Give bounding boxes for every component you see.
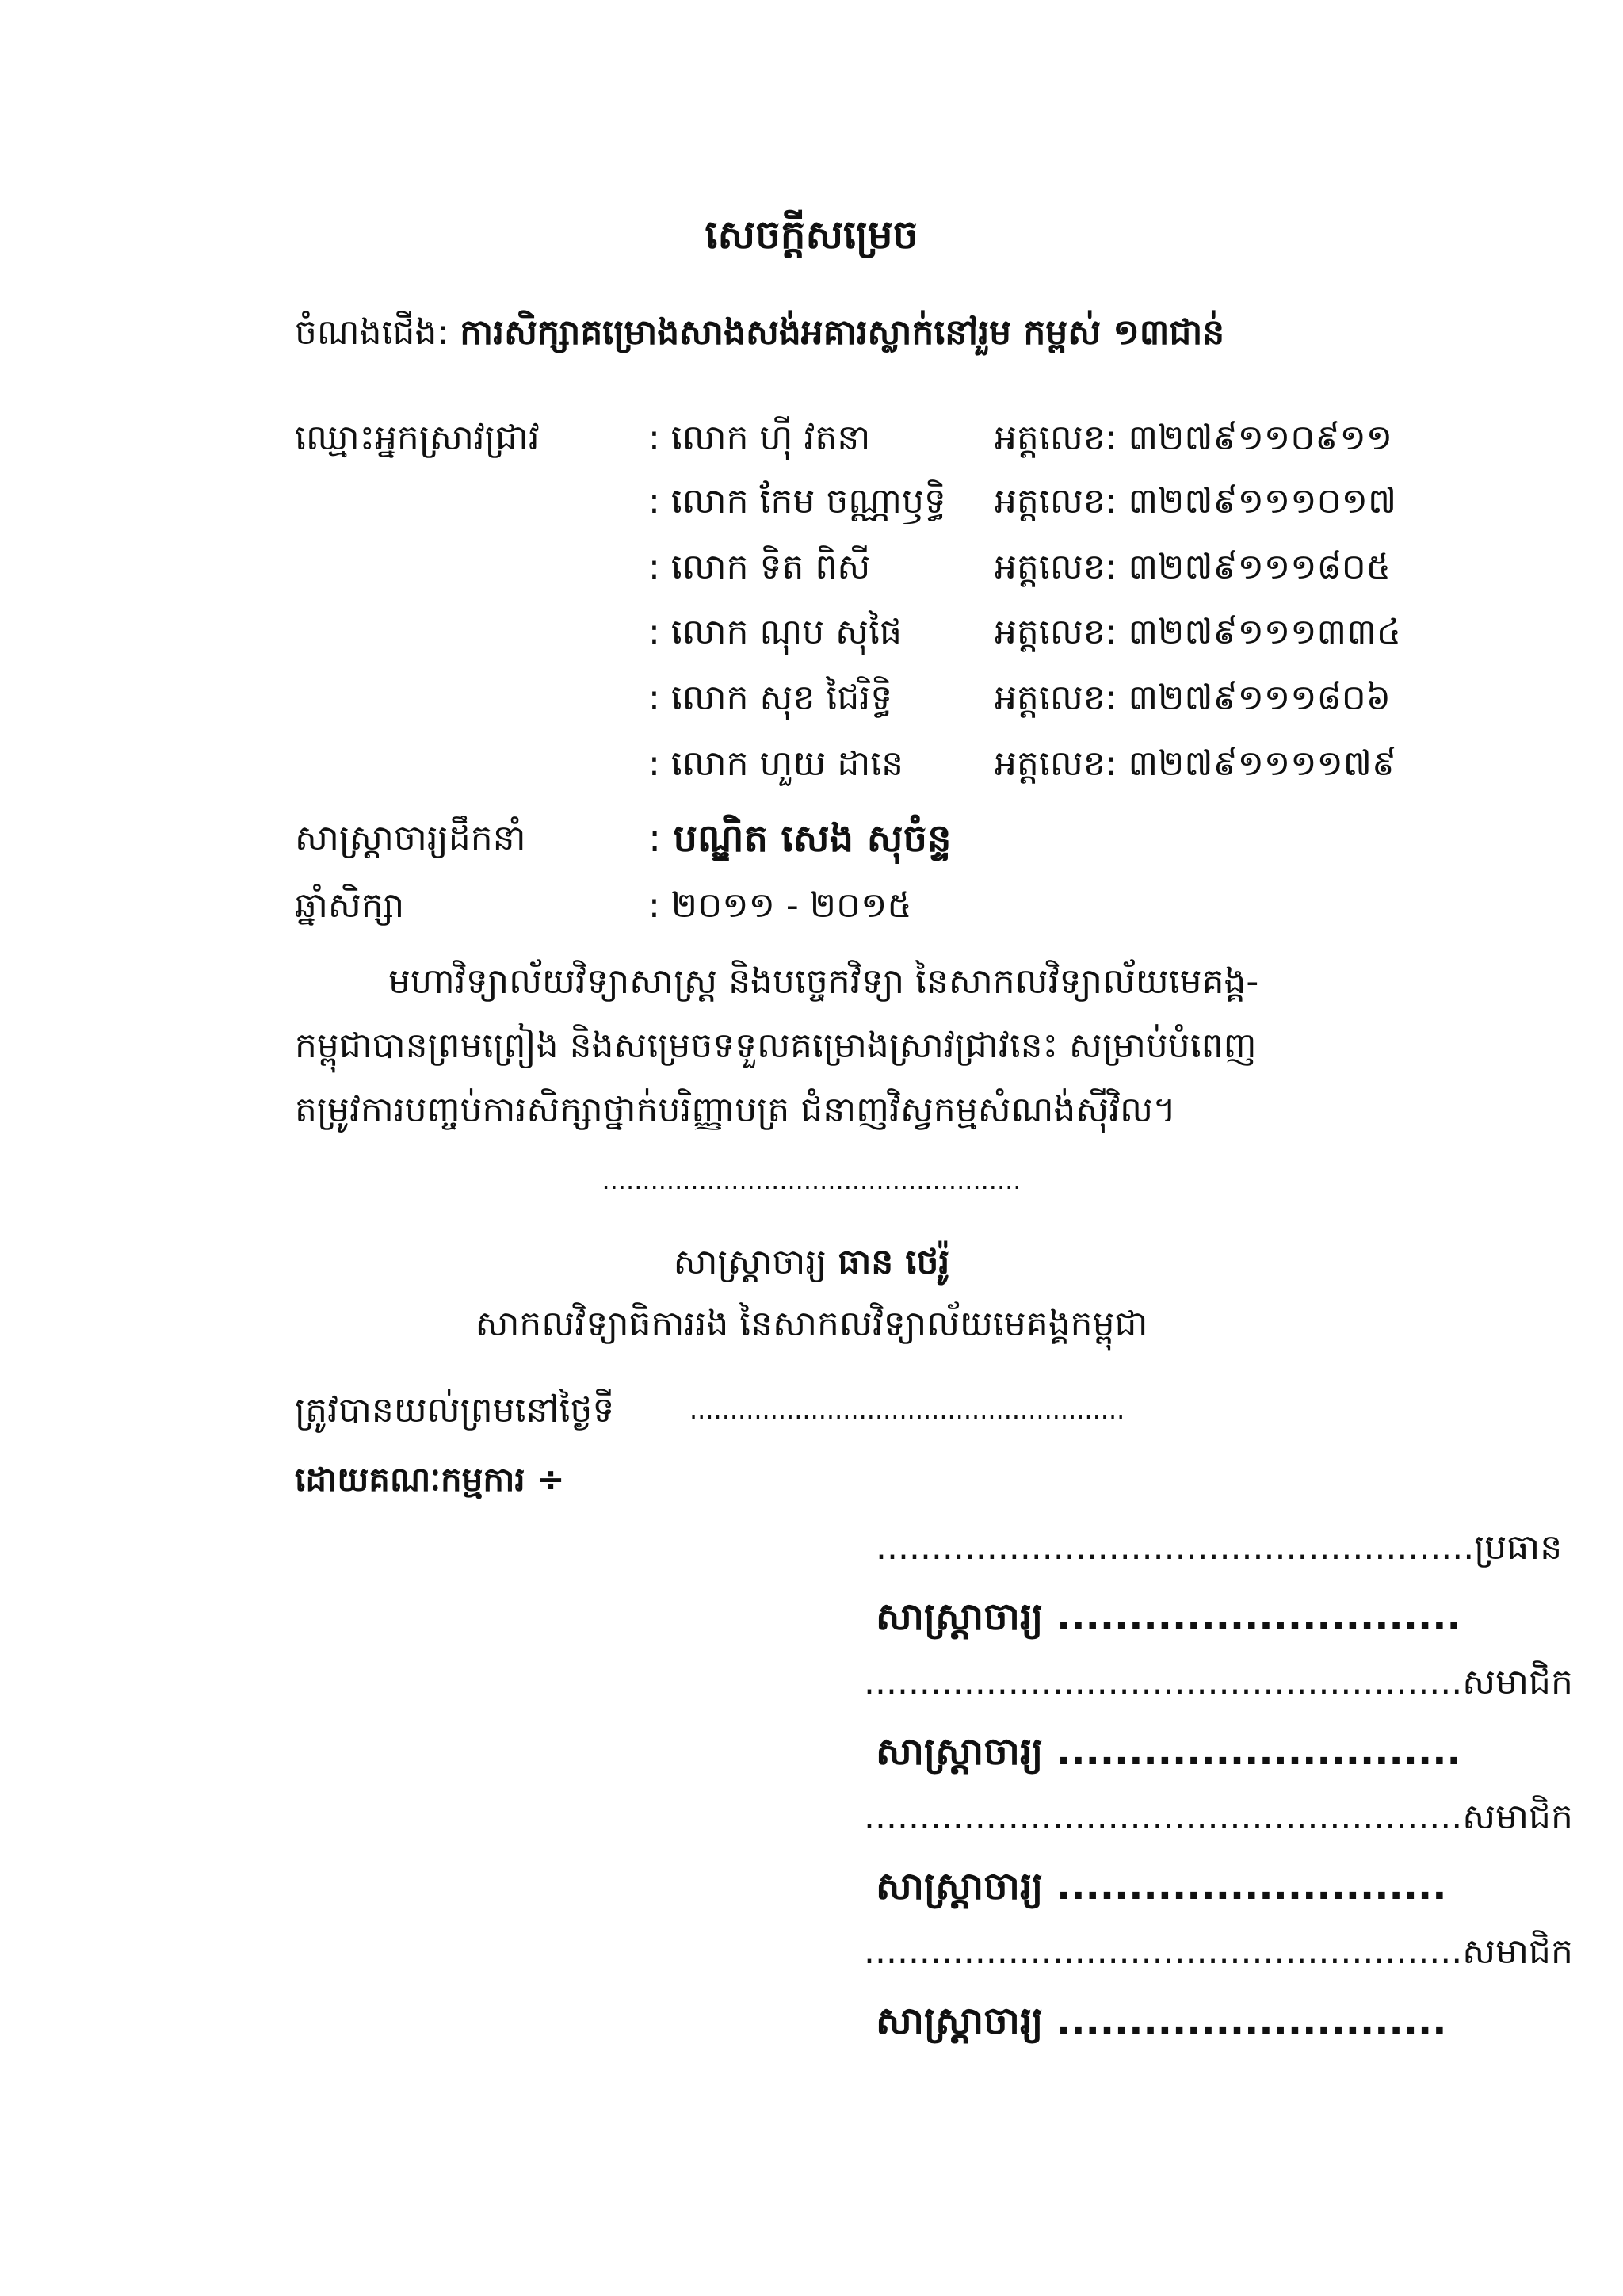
committee-member-3-name-line: សាស្ត្រាចារ្យ ........................... bbox=[876, 1999, 1447, 2043]
advisor-line bbox=[648, 815, 951, 870]
committee-member-1-name-line: សាស្ត្រាចារ្យ ............................ bbox=[876, 1729, 1461, 1774]
document-title: សេចក្តីសម្រេច bbox=[705, 212, 918, 258]
researcher-id-2: អត្តលេខ: ៣២៧៩១១១០១៧ bbox=[995, 481, 1397, 521]
researchers-label: ឈ្មោះអ្នកស្រាវជ្រាវ bbox=[295, 418, 540, 458]
signatory-prefix: សាស្ត្រាចារ្យ bbox=[673, 1242, 838, 1282]
committee-member-2-name-line: សាស្ត្រាចារ្យ ........................... bbox=[876, 1864, 1447, 1908]
year-label: ឆ្នាំសិក្សា bbox=[295, 885, 405, 926]
advisor-label: សាស្ត្រាចារ្យដឹកនាំ bbox=[295, 818, 526, 858]
researcher-id-3: អត្តលេខ: ៣២៧៩១១១៨០៥ bbox=[995, 547, 1391, 587]
researcher-id-5: អត្តលេខ: ៣២៧៩១១១៨០៦ bbox=[995, 678, 1391, 718]
researcher-name-4: : លោក ណុប សុផៃ bbox=[648, 612, 902, 652]
topic-label: ចំណងជើង: bbox=[295, 312, 460, 353]
committee-member-1-line: ......................................................សមាជិក bbox=[864, 1662, 1573, 1702]
researcher-name-1: : លោក ហ៊ី វតនា bbox=[648, 418, 871, 458]
advisor-name: បណ្ឌិត សេង សុចំន្ទ bbox=[673, 816, 952, 861]
researcher-name-3: : លោក ទិត ពិសី bbox=[648, 547, 871, 587]
approval-date-dots: ...................................................... bbox=[689, 1395, 1125, 1425]
committee-member-2-line: ......................................................សមាជិក bbox=[864, 1797, 1573, 1837]
advisor-colon: : bbox=[648, 816, 674, 861]
committee-label: ដោយគណៈកម្មការ ÷ bbox=[295, 1460, 565, 1499]
researcher-id-6: អត្តលេខ: ៣២៧៩១១១១៧៩ bbox=[995, 743, 1397, 784]
year-value: : ២០១១ - ២០១៥ bbox=[648, 885, 912, 926]
paragraph-line-2: កម្ពុជាបានព្រមព្រៀង និងសម្រេចទទួលគម្រោងស្រាវជ្រាវនេះ សម្រាប់បំពេញ bbox=[295, 1026, 1257, 1066]
signatory-line bbox=[0, 1240, 1623, 1291]
researcher-name-5: : លោក សុខ ជៃរិទ្ធិ bbox=[648, 678, 893, 718]
paragraph-line-1: មហាវិទ្យាល័យវិទ្យាសាស្ត្រ និងបច្ចេកវិទ្យា នៃសាកលវិទ្យាល័យមេគង្គ- bbox=[388, 961, 1259, 1002]
researcher-name-6: : លោក ហួយ ដានេ bbox=[648, 743, 904, 784]
researcher-id-1: អត្តលេខ: ៣២៧៩១១០៩១១ bbox=[995, 418, 1393, 458]
approval-label: ត្រូវបានយល់ព្រមនៅថ្ងៃទី bbox=[295, 1390, 615, 1431]
committee-chair-name-line: សាស្ត្រាចារ្យ ............................ bbox=[876, 1595, 1461, 1639]
committee-member-3-line: ......................................................សមាជិក bbox=[864, 1931, 1573, 1972]
committee-chair-line: ......................................................ប្រធាន bbox=[876, 1527, 1563, 1568]
signatory-name: ធាន ថេរ៉ូ bbox=[838, 1242, 950, 1282]
researcher-name-2: : លោក កែម ចណ្ណាឫទ្ធិ bbox=[648, 481, 946, 521]
signature-dots: .................................................... bbox=[601, 1165, 1022, 1195]
signatory-position: សាកលវិទ្យាធិការរង នៃសាកលវិទ្យាល័យមេគង្គកម្ពុជា bbox=[475, 1304, 1148, 1344]
paragraph-line-3: តម្រូវការបញ្ចប់ការសិក្សាថ្នាក់បរិញ្ញាបត្រ ជំនាញវិស្វកម្មសំណង់ស៊ីវិល។ bbox=[295, 1090, 1177, 1130]
decision-paragraph bbox=[295, 949, 1428, 1142]
topic-line bbox=[295, 311, 1224, 361]
topic-text: ការសិក្សាគម្រោងសាងសង់អគារស្លាក់នៅរួម កម្ពស់ ១៣ជាន់ bbox=[460, 312, 1225, 353]
researcher-id-4: អត្តលេខ: ៣២៧៩១១១៣៣៤ bbox=[995, 612, 1401, 652]
